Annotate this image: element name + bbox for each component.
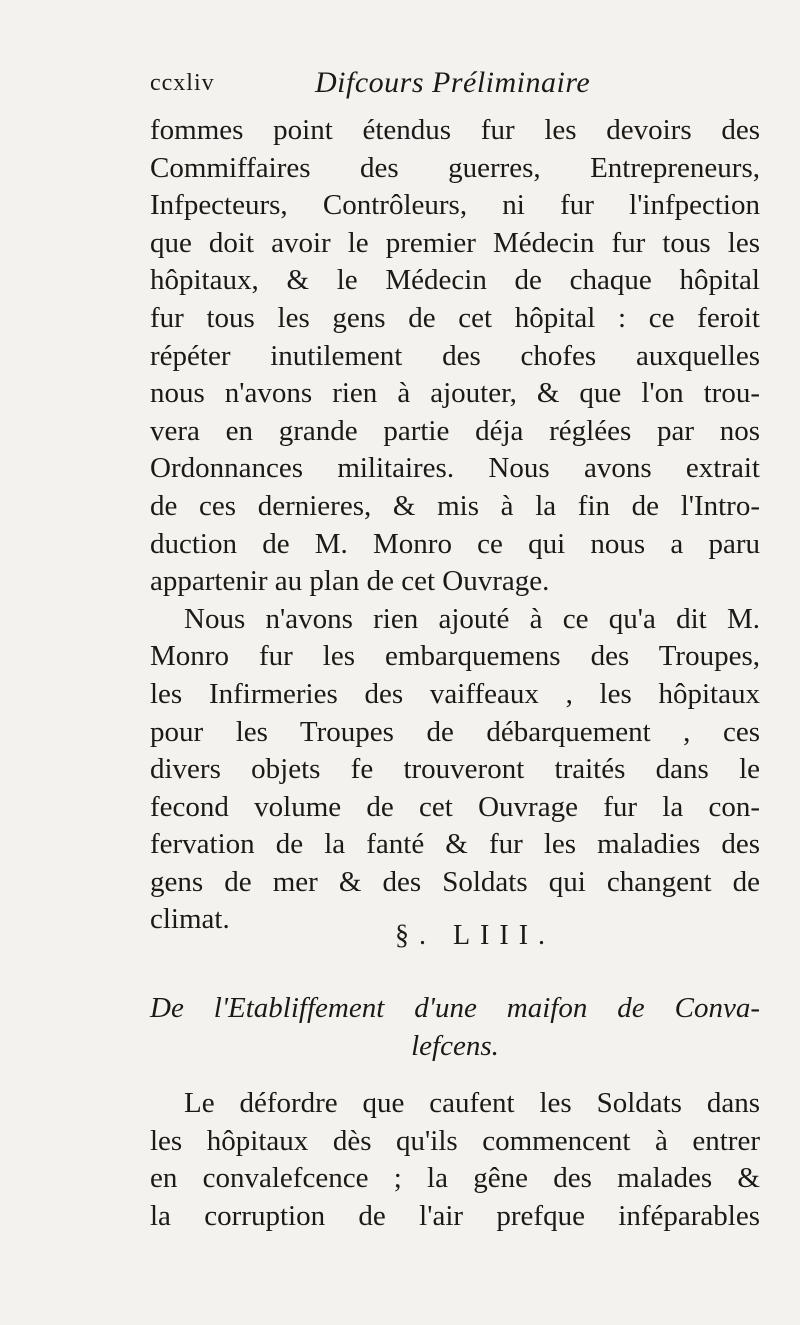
text-line: la corruption de l'air prefque inféparables [150, 1199, 760, 1232]
section-title [150, 990, 760, 1065]
text-line: appartenir au plan de cet Ouvrage. [150, 565, 550, 598]
text-line: divers objets fe trouveront traités dans le [150, 753, 760, 786]
text-line: de ces dernieres, & mis à la fin de l'Intro- [150, 489, 760, 522]
text-line: pour les Troupes de débarquement , ces [150, 715, 760, 748]
text-line: vera en grande partie déja réglées par nos [150, 414, 760, 447]
text-line: fur tous les gens de cet hôpital : ce feroit [150, 301, 760, 334]
page-number: ccxliv [150, 70, 215, 96]
text-line: hôpitaux, & le Médecin de chaque hôpital [150, 264, 760, 297]
paragraph-3 [150, 1085, 760, 1235]
text-line: les hôpitaux dès qu'ils commencent à entrer [150, 1124, 760, 1157]
paragraph-1 [150, 112, 760, 939]
section-title-line: De l'Etabliffement d'une maifon de Conva- [150, 992, 760, 1024]
text-line: Ordonnances militaires. Nous avons extrait [150, 452, 760, 485]
text-line: répéter inutilement des chofes auxquelles [150, 339, 760, 372]
text-line: Nous n'avons rien ajouté à ce qu'a dit M. [184, 602, 760, 635]
text-line: Le défordre que caufent les Soldats dans [184, 1087, 760, 1119]
text-line: climat. [150, 903, 230, 936]
text-line: gens de mer & des Soldats qui changent de [150, 865, 760, 898]
text-line: en convalefcence ; la gêne des malades & [150, 1162, 760, 1195]
text-line: fommes point étendus fur les devoirs des [150, 114, 760, 146]
text-line: Commiffaires des guerres, Entrepreneurs, [150, 151, 760, 184]
running-title: Difcours Préliminaire [315, 66, 591, 99]
text-line: Monro fur les embarquemens des Troupes, [150, 640, 760, 673]
text-line: nous n'avons rien à ajouter, & que l'on trou- [150, 377, 760, 410]
text-line: fecond volume de cet Ouvrage fur la con- [150, 790, 760, 823]
section-title-line: lefcens. [411, 1029, 499, 1062]
text-line: duction de M. Monro ce qui nous a paru [150, 527, 760, 560]
section-number: §. LIII. [394, 920, 556, 951]
text-line: Infpecteurs, Contrôleurs, ni fur l'infpection [150, 189, 760, 222]
text-line: les Infirmeries des vaiffeaux , les hôpitaux [150, 677, 760, 710]
text-line: fervation de la fanté & fur les maladies des [150, 828, 760, 861]
running-head [150, 64, 750, 104]
text-line: que doit avoir le premier Médecin fur tous les [150, 226, 760, 259]
